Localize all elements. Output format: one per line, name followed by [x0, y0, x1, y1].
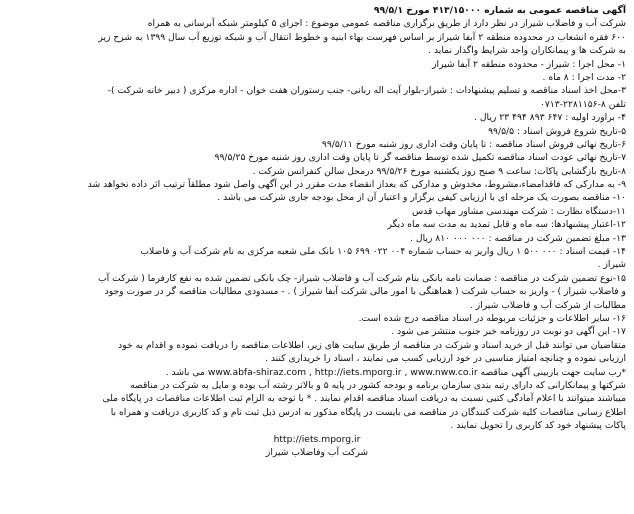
notice-item-17-publication: ۱۷- این آگهی دو نوبت در روزنامه خبر جنوب منتشر می شود . [391, 326, 626, 338]
notice-intro-line-2: ۶۰۰ فقره انشعاب در محدوده منطقه ۲ آبفا شیراز بر اساس فهرست بهاء ابنیه و خطوط انتقال آب و شبکه توزیع آب سال ۱۳۹۹ به شرح زیر [98, 31, 626, 43]
notice-registration-line-2: پاکات پیشنهاد خود کد کاربری را تحویل نمایند . [450, 420, 626, 432]
notice-item-1-location: ۱- محل اجرا : شیراز - محدوده منطقه ۲ آبفا شیراز [432, 58, 626, 70]
registration-url-link[interactable]: http://iets.mporg.ir [273, 433, 361, 445]
notice-item-14-continued: شیراز . [597, 259, 626, 271]
notice-applicants-line-2: ارزیابی نموده و چنانچه امتیاز مناسبی در خود ارزیابی کسب می نمایند ، اسناد را خریداری کنند . [264, 353, 626, 365]
notice-item-5-sale-start: ۵-تاریخ شروع فروش اسناد : ۹۹/۵/۵ [488, 125, 626, 137]
notice-registration-line-1: اطلاع رسانی مناقصات کلیه شرکت کنندگان در مناقصه می بایست در پایگاه مذکور به ادرس ذیل ثبت نام و کد کاربری دریافت و همراه با [110, 406, 626, 418]
notice-item-3-address: ۳-محل اخذ اسناد مناقصه و تسلیم پیشنهادات : شیراز-بلوار آیت اله ربانی- جنب رستوران هفت خوان - اداره مرکزی ( دبیر خانه شرکت )- [107, 85, 626, 97]
notice-item-15-continued-1: و فاضلاب شیراز ) - واریز به حساب شرکت ( هماهنگی با امور مالی شرکت آبفا شیراز ) . - مسدودی مطالبات مناقصه گر در صورت وجود [104, 286, 626, 298]
notice-websites: *رب سایت جهت بازبینی آگهی مناقصه www.abfa-shiraz.com , http://iets.mporg.ir , www.nww.co.ir می باشد . [165, 366, 626, 378]
notice-item-10-single-stage: ۱۰- مناقصه بصورت یک مرحله ای با ارزیابی کیفی برگزار و اعتبار آن از محل بودجه جاری شرکت می باشد . [217, 192, 626, 204]
notice-contractors-line-2: میباشند میتوانند با اعلام آمادگی کتبی نسبت به دریافت اسناد مناقصه اقدام نمایند . * با توجه به الزام ثبت اطلاعات مناقصات در پایگاه ملی [102, 393, 626, 405]
notice-item-7-return-deadline: ۷-تاریخ نهائی عودت اسناد مناقصه تکمیل شده توسط مناقصه گر تا پایان وقت اداری روز شنبه مورخ ۹۹/۵/۲۵ [214, 152, 626, 164]
notice-item-11-supervision: ۱۱-دستگاه نظارت : شرکت مهندسی مشاور مهاب قدس [411, 205, 626, 217]
notice-item-12-validity: ۱۲-اعتبار پیشنهادها: سه ماه و قابل تمدید به مدت سه ماه دیگر [387, 219, 626, 231]
notice-title: آگهی مناقصه عمومی به شماره ۴۱۳/۱۵۰۰۰ مورخ ۹۹/۵/۱ [373, 5, 626, 16]
notice-item-4-estimate: ۴- براورد اولیه : ۶۴۷ ۸۹۳ ۴۹۴ ۲۳ ریال . [474, 112, 626, 124]
notice-item-16-other-info: ۱۶- سایر اطلاعات و جزئیات مربوطه در اسناد مناقصه درج شده است. [358, 312, 626, 324]
notice-item-13-guarantee-amount: ۱۳- مبلغ تضمین شرکت در مناقصه : ۰۰۰ ۰۰۰ ۸۱۰ ریال . [410, 232, 626, 244]
notice-item-8-opening-date: ۸-تاریخ بازگشایی پاکات: ساعت ۹ صبح روز یکشنبه مورخ ۹۹/۵/۲۶ درمحل سالن کنفرانس شرکت . [252, 165, 626, 177]
notice-item-15-guarantee-type: ۱۵-نوع تضمین شرکت در مناقصه : ضمانت نامه بانکی بنام شرکت آب و فاضلاب شیراز- چک بانکی تضمین شده به نفع کارفرما ( شرکت آب [98, 272, 626, 284]
notice-intro-line-1: شرکت آب و فاضلاب شیراز در نظر دارد از طریق برگزاری مناقصه عمومی موضوع : اجرای ۵ کیلومتر شبکه آبرسانی به همراه [147, 18, 626, 30]
notice-item-14-document-price: ۱۴- قیمت اسناد : ۰۰۰ ۵۰۰ ۱ ریال واریز به حساب شماره ۰۰۴ ۰۲۲ ۶۹۹ ۱۰۵ بانک ملی شعبه مرکزی به نام شرکت آب و فاضلاب [140, 246, 626, 258]
notice-item-2-duration: ۲- مدت اجرا : ۸ ماه . [542, 71, 626, 83]
company-signature: شرکت آب وفاضلاب شیراز [265, 446, 369, 458]
notice-item-9-invalid-docs: ۹- به مدارکی که فاقدامضاء،مشروط، مخدوش و مدارکی که بعداز انقضاء مدت مقرر در این آگهی واصل شود مطلقاً ترتیب اثر داده نخواهد شد [87, 179, 626, 191]
notice-contractors-line-1: شرکتها و پیمانکارانی که دارای رتبه بندی سازمان برنامه و بودجه کشور در پایه ۵ و بالاتر رشته آب بوده و مایل به شرکت در مناقصه [130, 379, 626, 391]
notice-intro-line-3: به شرکت ها و پیمانکاران واجد شرایط واگذار نماید . [428, 45, 626, 57]
notice-phone: تلفن ۸-۲۲۸۱۱۵۶-۰۷۱۳ [539, 98, 626, 110]
notice-item-6-sale-end: ۶-تاریخ نهائی فروش اسناد مناقصه : تا پایان وقت اداری روز شنبه مورخ ۹۹/۵/۱۱ [321, 138, 626, 150]
notice-applicants-line-1: متقاضیان می توانند قبل از خرید اسناد و شرکت در مناقصه از طریق سایت های زیر، اطلاعات مناقصه را دریافت نموده و اقدام به خود [118, 339, 626, 351]
notice-item-15-continued-2: مطالبات از شرکت آب و فاضلاب شیراز . [469, 299, 626, 311]
